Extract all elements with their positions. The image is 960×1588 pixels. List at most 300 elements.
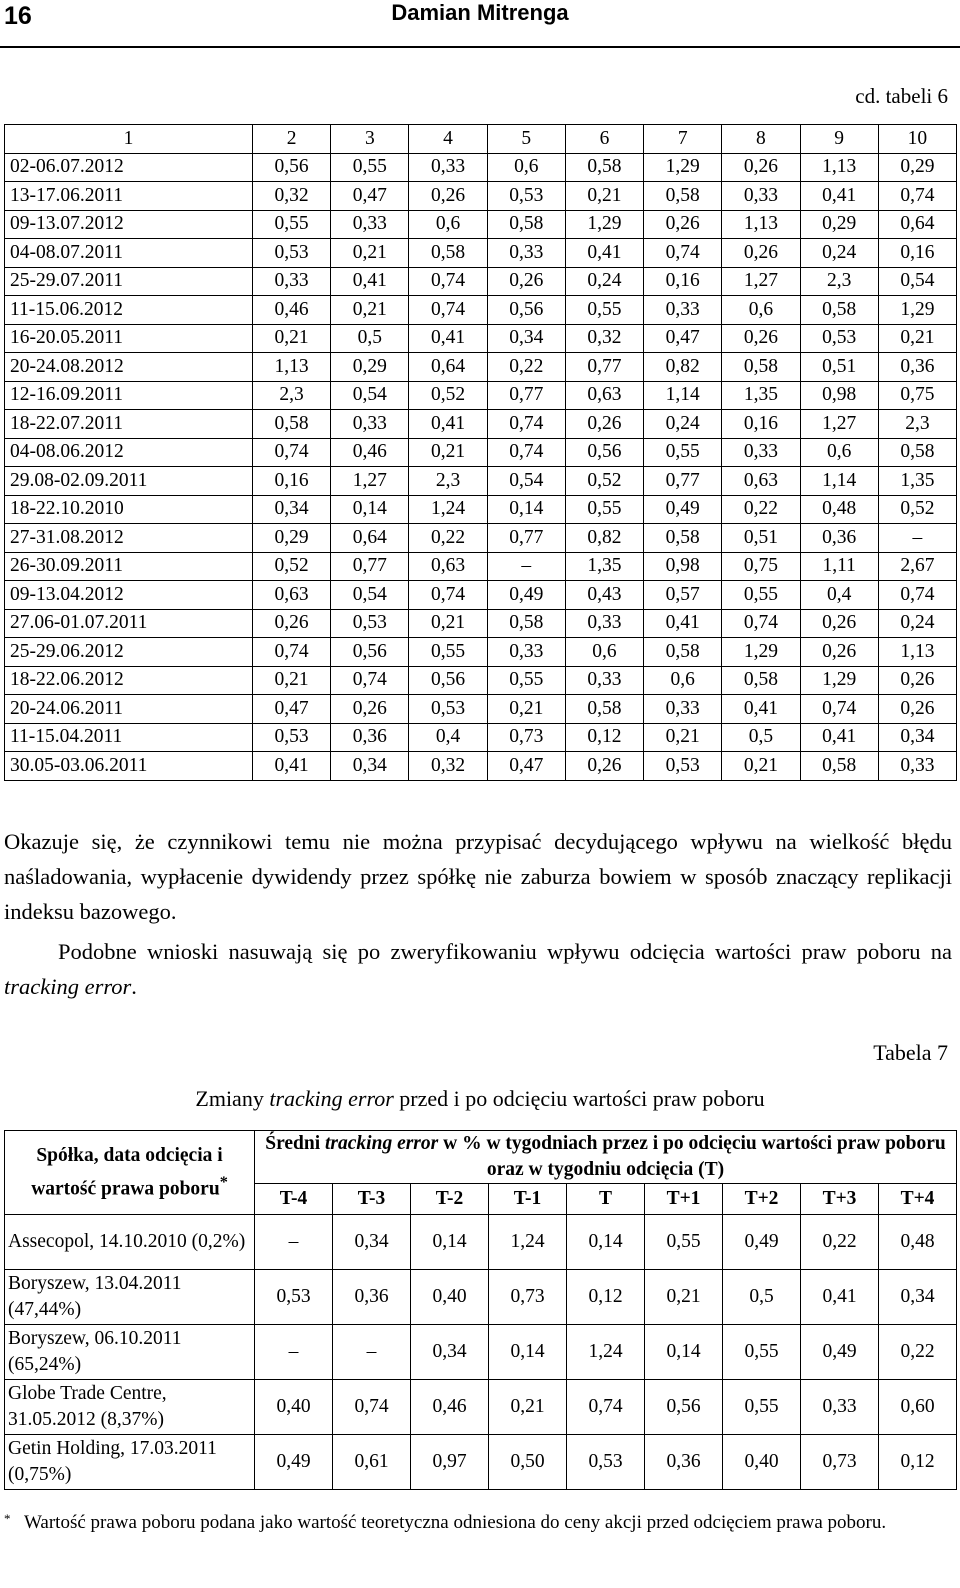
table6-value-cell: 0,48 bbox=[800, 495, 878, 524]
table6-value-cell: 0,58 bbox=[878, 438, 956, 467]
table6-value-cell: 0,26 bbox=[800, 638, 878, 667]
table6-date-cell: 18-22.07.2011 bbox=[5, 410, 253, 439]
table7-label: Tabela 7 bbox=[873, 1040, 948, 1065]
table6-value-cell: 0,21 bbox=[253, 666, 331, 695]
table6-value-cell: 0,33 bbox=[565, 609, 643, 638]
table7-value-cell: 0,97 bbox=[411, 1435, 489, 1490]
table6-column-header: 5 bbox=[487, 125, 565, 154]
table6-value-cell: 0,33 bbox=[409, 153, 487, 182]
table6-value-cell: 0,29 bbox=[331, 353, 409, 382]
table6-value-cell: 2,67 bbox=[878, 552, 956, 581]
table6-date-cell: 04-08.06.2012 bbox=[5, 438, 253, 467]
table6-value-cell: 0,24 bbox=[644, 410, 722, 439]
table6-value-cell: 1,35 bbox=[565, 552, 643, 581]
table6-row bbox=[5, 182, 957, 211]
table6-value-cell: 0,41 bbox=[253, 752, 331, 781]
table7-week-header: T-1 bbox=[489, 1184, 567, 1215]
table6-column-header: 9 bbox=[800, 125, 878, 154]
table6-value-cell: 0,58 bbox=[800, 752, 878, 781]
table6-value-cell: 0,77 bbox=[487, 381, 565, 410]
table6-row bbox=[5, 267, 957, 296]
table6-row bbox=[5, 666, 957, 695]
table6-value-cell: 1,11 bbox=[800, 552, 878, 581]
table6-value-cell: 0,56 bbox=[409, 666, 487, 695]
table6-value-cell: 0,54 bbox=[487, 467, 565, 496]
table6-value-cell: 0,64 bbox=[409, 353, 487, 382]
table6-value-cell: 0,57 bbox=[644, 581, 722, 610]
table6-value-cell: 0,54 bbox=[331, 381, 409, 410]
table7-value-cell: 0,49 bbox=[723, 1215, 801, 1270]
table6-value-cell: 1,13 bbox=[253, 353, 331, 382]
table7-value-cell: 0,50 bbox=[489, 1435, 567, 1490]
table7-caption bbox=[0, 1086, 960, 1112]
table6-value-cell: 0,58 bbox=[487, 210, 565, 239]
table7-value-cell: 1,24 bbox=[567, 1325, 645, 1380]
table7-value-cell: 0,40 bbox=[255, 1380, 333, 1435]
table6-value-cell: 0,77 bbox=[644, 467, 722, 496]
table6-date-cell: 20-24.06.2011 bbox=[5, 695, 253, 724]
table7-value-cell: 0,36 bbox=[645, 1435, 723, 1490]
table6-date-cell: 02-06.07.2012 bbox=[5, 153, 253, 182]
table6-value-cell: 1,27 bbox=[331, 467, 409, 496]
table7-value-cell: 0,41 bbox=[801, 1270, 879, 1325]
table6-column-header: 6 bbox=[565, 125, 643, 154]
table7-value-cell: 0,61 bbox=[333, 1435, 411, 1490]
table6-row bbox=[5, 353, 957, 382]
table6-value-cell: 0,77 bbox=[331, 552, 409, 581]
table6 bbox=[4, 124, 957, 781]
table6-value-cell: 0,34 bbox=[331, 752, 409, 781]
table6-value-cell: 0,26 bbox=[878, 695, 956, 724]
table7-week-header: T-2 bbox=[411, 1184, 489, 1215]
table6-value-cell: 0,21 bbox=[331, 239, 409, 268]
table6-value-cell: 0,82 bbox=[644, 353, 722, 382]
table6-row bbox=[5, 153, 957, 182]
table6-value-cell: 0,21 bbox=[409, 609, 487, 638]
table6-value-cell: 0,6 bbox=[565, 638, 643, 667]
table6-value-cell: 0,36 bbox=[878, 353, 956, 382]
table7-header-row bbox=[5, 1131, 957, 1184]
table7-value-cell: – bbox=[333, 1325, 411, 1380]
table6-continuation-label: cd. tabeli 6 bbox=[855, 84, 948, 108]
table6-value-cell: 0,63 bbox=[253, 581, 331, 610]
table6-date-cell: 26-30.09.2011 bbox=[5, 552, 253, 581]
table7-week-header: T-4 bbox=[255, 1184, 333, 1215]
table6-value-cell: 1,29 bbox=[722, 638, 800, 667]
table7-value-cell: 0,55 bbox=[723, 1380, 801, 1435]
table6-row bbox=[5, 609, 957, 638]
footnote-mark: * bbox=[4, 1511, 11, 1526]
table6-value-cell: 0,33 bbox=[644, 296, 722, 325]
table6-value-cell: 0,55 bbox=[253, 210, 331, 239]
table6-value-cell: 0,16 bbox=[722, 410, 800, 439]
table6-row bbox=[5, 296, 957, 325]
table6-date-cell: 18-22.10.2010 bbox=[5, 495, 253, 524]
table6-value-cell: 0,56 bbox=[331, 638, 409, 667]
table7-value-cell: 0,14 bbox=[489, 1325, 567, 1380]
table7-value-cell: 0,55 bbox=[645, 1215, 723, 1270]
table7-value-cell: 0,73 bbox=[489, 1270, 567, 1325]
table6-value-cell: 0,58 bbox=[253, 410, 331, 439]
table6-value-cell: 0,53 bbox=[253, 239, 331, 268]
table6-value-cell: 0,24 bbox=[800, 239, 878, 268]
table6-date-cell: 30.05-03.06.2011 bbox=[5, 752, 253, 781]
table6-row bbox=[5, 524, 957, 553]
table6-value-cell: 0,33 bbox=[331, 410, 409, 439]
table6-value-cell: 0,53 bbox=[644, 752, 722, 781]
table6-value-cell: 0,29 bbox=[253, 524, 331, 553]
table6-value-cell: 0,33 bbox=[878, 752, 956, 781]
table7-company-cell: Assecopol, 14.10.2010 (0,2%) bbox=[5, 1215, 255, 1270]
table7-company-header-text: Spółka, data odcięcia i wartość prawa poboru bbox=[31, 1144, 223, 1200]
table7-value-cell: 0,22 bbox=[879, 1325, 957, 1380]
table6-value-cell: 0,52 bbox=[409, 381, 487, 410]
table7-value-cell: 0,36 bbox=[333, 1270, 411, 1325]
table7-value-cell: 0,22 bbox=[801, 1215, 879, 1270]
table7-week-header: T+4 bbox=[879, 1184, 957, 1215]
table6-value-cell: 0,6 bbox=[644, 666, 722, 695]
table6-value-cell: 0,21 bbox=[331, 296, 409, 325]
table6-value-cell: 0,14 bbox=[331, 495, 409, 524]
table6-value-cell: 0,16 bbox=[644, 267, 722, 296]
table6-value-cell: 0,74 bbox=[644, 239, 722, 268]
table6-value-cell: 0,6 bbox=[409, 210, 487, 239]
table7-company-cell: Boryszew, 13.04.2011 (47,44%) bbox=[5, 1270, 255, 1325]
table6-value-cell: 0,55 bbox=[644, 438, 722, 467]
page-header bbox=[0, 0, 960, 48]
table6-value-cell: 0,49 bbox=[644, 495, 722, 524]
table6-value-cell: 2,3 bbox=[878, 410, 956, 439]
table6-value-cell: 0,14 bbox=[487, 495, 565, 524]
table6-value-cell: 0,53 bbox=[253, 723, 331, 752]
table7-value-cell: 0,34 bbox=[879, 1270, 957, 1325]
table6-date-cell: 25-29.07.2011 bbox=[5, 267, 253, 296]
table6-column-header: 3 bbox=[331, 125, 409, 154]
table6-value-cell: 0,55 bbox=[565, 495, 643, 524]
table6-value-cell: 0,32 bbox=[409, 752, 487, 781]
running-author: Damian Mitrenga bbox=[391, 0, 569, 25]
page-number: 16 bbox=[4, 2, 32, 30]
table6-value-cell: 0,21 bbox=[722, 752, 800, 781]
table7-value-cell: 0,21 bbox=[645, 1270, 723, 1325]
table7-value-cell: 0,60 bbox=[879, 1380, 957, 1435]
table6-value-cell: 0,5 bbox=[722, 723, 800, 752]
table6-value-cell: 0,74 bbox=[878, 581, 956, 610]
table6-value-cell: 1,13 bbox=[878, 638, 956, 667]
table7-row bbox=[5, 1270, 957, 1325]
table6-value-cell: 2,3 bbox=[409, 467, 487, 496]
table7-value-cell: 0,74 bbox=[567, 1380, 645, 1435]
table6-value-cell: 0,55 bbox=[409, 638, 487, 667]
table6-column-header: 4 bbox=[409, 125, 487, 154]
table6-column-header: 1 bbox=[5, 125, 253, 154]
table7-value-cell: 0,33 bbox=[801, 1380, 879, 1435]
table6-value-cell: 0,58 bbox=[722, 353, 800, 382]
table6-date-cell: 29.08-02.09.2011 bbox=[5, 467, 253, 496]
table6-value-cell: 0,6 bbox=[800, 438, 878, 467]
table7-value-cell: 0,49 bbox=[801, 1325, 879, 1380]
table6-value-cell: 0,33 bbox=[722, 182, 800, 211]
table7-value-cell: 0,74 bbox=[333, 1380, 411, 1435]
table6-value-cell: 0,74 bbox=[409, 296, 487, 325]
table7-value-cell: 0,53 bbox=[567, 1435, 645, 1490]
table6-value-cell: 0,33 bbox=[722, 438, 800, 467]
table6-date-cell: 13-17.06.2011 bbox=[5, 182, 253, 211]
table6-row bbox=[5, 752, 957, 781]
table7-value-cell: 1,24 bbox=[489, 1215, 567, 1270]
table7-value-cell: 0,40 bbox=[411, 1270, 489, 1325]
table6-value-cell: 0,21 bbox=[253, 324, 331, 353]
table6-value-cell: 0,41 bbox=[800, 182, 878, 211]
table7 bbox=[4, 1130, 957, 1490]
table6-value-cell: 1,35 bbox=[878, 467, 956, 496]
table6-row bbox=[5, 695, 957, 724]
table6-value-cell: 0,98 bbox=[644, 552, 722, 581]
table6-value-cell: 0,98 bbox=[800, 381, 878, 410]
table6-row bbox=[5, 552, 957, 581]
table6-value-cell: 0,34 bbox=[878, 723, 956, 752]
table6-value-cell: 0,33 bbox=[487, 638, 565, 667]
paragraph-2-end: . bbox=[131, 974, 137, 999]
table7-week-header: T-3 bbox=[333, 1184, 411, 1215]
table6-value-cell: 0,41 bbox=[800, 723, 878, 752]
table6-row bbox=[5, 410, 957, 439]
table6-value-cell: 0,63 bbox=[722, 467, 800, 496]
table6-value-cell: 0,64 bbox=[331, 524, 409, 553]
table6-value-cell: 0,55 bbox=[565, 296, 643, 325]
table7-week-header: T+3 bbox=[801, 1184, 879, 1215]
table6-value-cell: 0,41 bbox=[565, 239, 643, 268]
table6-value-cell: 0,47 bbox=[331, 182, 409, 211]
table6-value-cell: 1,35 bbox=[722, 381, 800, 410]
table6-row bbox=[5, 467, 957, 496]
table6-value-cell: 0,26 bbox=[722, 239, 800, 268]
table7-value-cell: 0,34 bbox=[411, 1325, 489, 1380]
table6-row bbox=[5, 723, 957, 752]
table6-value-cell: 0,58 bbox=[644, 524, 722, 553]
table6-value-cell: 0,55 bbox=[487, 666, 565, 695]
paragraph-2-text: Podobne wnioski nasuwają się po zweryfikowaniu wpływu odcięcia wartości praw poboru na bbox=[58, 939, 952, 964]
table7-value-cell: 0,14 bbox=[645, 1325, 723, 1380]
table7-value-cell: 0,14 bbox=[411, 1215, 489, 1270]
table6-value-cell: – bbox=[487, 552, 565, 581]
table6-value-cell: 0,4 bbox=[409, 723, 487, 752]
table6-value-cell: 0,82 bbox=[565, 524, 643, 553]
table6-value-cell: 0,56 bbox=[565, 438, 643, 467]
table6-value-cell: 0,58 bbox=[409, 239, 487, 268]
table6-value-cell: 0,26 bbox=[644, 210, 722, 239]
table6-value-cell: 0,53 bbox=[487, 182, 565, 211]
table6-value-cell: 0,21 bbox=[878, 324, 956, 353]
table6-value-cell: 0,58 bbox=[722, 666, 800, 695]
table6-value-cell: 0,5 bbox=[331, 324, 409, 353]
table6-value-cell: 0,22 bbox=[409, 524, 487, 553]
table6-value-cell: 0,41 bbox=[409, 324, 487, 353]
table6-value-cell: 0,74 bbox=[722, 609, 800, 638]
table6-value-cell: 0,51 bbox=[722, 524, 800, 553]
table6-value-cell: 0,32 bbox=[253, 182, 331, 211]
paragraph-1: Okazuje się, że czynnikowi temu nie można przypisać decydującego wpływu na wielkość błędu naśladowania, wypłacenie dywidendy przez spółkę nie zaburza bowiem w sposób znaczący replikacji indeksu bazowego. bbox=[4, 829, 952, 924]
table7-value-cell: 0,46 bbox=[411, 1380, 489, 1435]
table6-value-cell: 0,77 bbox=[565, 353, 643, 382]
table7-company-header bbox=[5, 1131, 255, 1215]
table6-value-cell: 0,33 bbox=[487, 239, 565, 268]
table6-value-cell: 0,47 bbox=[487, 752, 565, 781]
table6-value-cell: 0,75 bbox=[878, 381, 956, 410]
table6-value-cell: 0,74 bbox=[800, 695, 878, 724]
table6-value-cell: 0,34 bbox=[253, 495, 331, 524]
table6-row bbox=[5, 438, 957, 467]
table6-column-header: 7 bbox=[644, 125, 722, 154]
table6-value-cell: 0,36 bbox=[800, 524, 878, 553]
table6-value-cell: 1,29 bbox=[565, 210, 643, 239]
table7-value-cell: 0,49 bbox=[255, 1435, 333, 1490]
table6-value-cell: 0,54 bbox=[331, 581, 409, 610]
table7-value-cell: 0,56 bbox=[645, 1380, 723, 1435]
table7-value-cell: 0,40 bbox=[723, 1435, 801, 1490]
table6-value-cell: 0,16 bbox=[878, 239, 956, 268]
table6-date-cell: 16-20.05.2011 bbox=[5, 324, 253, 353]
table7-caption-term: tracking error bbox=[269, 1086, 394, 1111]
table7-row bbox=[5, 1325, 957, 1380]
table6-row bbox=[5, 581, 957, 610]
table6-date-cell: 09-13.04.2012 bbox=[5, 581, 253, 610]
table6-value-cell: 0,21 bbox=[409, 438, 487, 467]
table6-value-cell: 0,49 bbox=[487, 581, 565, 610]
table7-value-cell: 0,12 bbox=[879, 1435, 957, 1490]
table6-value-cell: 1,27 bbox=[800, 410, 878, 439]
table6-value-cell: 0,24 bbox=[565, 267, 643, 296]
table6-value-cell: 1,14 bbox=[800, 467, 878, 496]
table6-value-cell: 0,43 bbox=[565, 581, 643, 610]
table7-value-cell: 0,48 bbox=[879, 1215, 957, 1270]
table6-value-cell: 0,74 bbox=[487, 438, 565, 467]
table6-value-cell: 0,26 bbox=[878, 666, 956, 695]
table7-company-cell: Globe Trade Centre, 31.05.2012 (8,37%) bbox=[5, 1380, 255, 1435]
table7-body bbox=[5, 1131, 957, 1490]
table6-value-cell: 0,52 bbox=[878, 495, 956, 524]
table6-value-cell: 0,26 bbox=[331, 695, 409, 724]
table7-main-header bbox=[255, 1131, 957, 1184]
table6-value-cell: 0,53 bbox=[331, 609, 409, 638]
table6-value-cell: 0,41 bbox=[331, 267, 409, 296]
table6-value-cell: 0,63 bbox=[409, 552, 487, 581]
table6-date-cell: 27.06-01.07.2011 bbox=[5, 609, 253, 638]
table7-value-cell: 0,55 bbox=[723, 1325, 801, 1380]
table6-value-cell: 1,29 bbox=[644, 153, 722, 182]
table6-row bbox=[5, 495, 957, 524]
table6-value-cell: 0,53 bbox=[409, 695, 487, 724]
table6-body bbox=[5, 125, 957, 781]
table6-value-cell: 0,41 bbox=[722, 695, 800, 724]
table7-week-header: T+1 bbox=[645, 1184, 723, 1215]
table6-value-cell: 0,26 bbox=[409, 182, 487, 211]
table6-value-cell: 0,56 bbox=[253, 153, 331, 182]
table6-value-cell: 0,64 bbox=[878, 210, 956, 239]
table7-row bbox=[5, 1380, 957, 1435]
table6-value-cell: 1,24 bbox=[409, 495, 487, 524]
table6-value-cell: 0,21 bbox=[487, 695, 565, 724]
table6-value-cell: 0,26 bbox=[565, 410, 643, 439]
table6-row bbox=[5, 381, 957, 410]
table6-value-cell: 0,26 bbox=[253, 609, 331, 638]
table6-value-cell: 0,53 bbox=[800, 324, 878, 353]
table6-value-cell: 0,29 bbox=[800, 210, 878, 239]
table7-company-cell: Boryszew, 06.10.2011 (65,24%) bbox=[5, 1325, 255, 1380]
table6-value-cell: 0,6 bbox=[722, 296, 800, 325]
table7-value-cell: 0,53 bbox=[255, 1270, 333, 1325]
table6-value-cell: 0,52 bbox=[253, 552, 331, 581]
table6-value-cell: 0,34 bbox=[487, 324, 565, 353]
table6-value-cell: 0,21 bbox=[644, 723, 722, 752]
table6-column-header: 10 bbox=[878, 125, 956, 154]
table6-value-cell: 0,21 bbox=[565, 182, 643, 211]
table7-value-cell: 0,5 bbox=[723, 1270, 801, 1325]
table6-value-cell: 0,26 bbox=[487, 267, 565, 296]
table6-value-cell: 0,26 bbox=[722, 153, 800, 182]
table6-value-cell: 0,54 bbox=[878, 267, 956, 296]
table6-value-cell: 0,26 bbox=[565, 752, 643, 781]
table7-value-cell: 0,21 bbox=[489, 1380, 567, 1435]
table6-value-cell: 2,3 bbox=[800, 267, 878, 296]
table6-value-cell: 0,51 bbox=[800, 353, 878, 382]
table7-value-cell: 0,12 bbox=[567, 1270, 645, 1325]
table6-value-cell: 0,16 bbox=[253, 467, 331, 496]
footnote-text: Wartość prawa poboru podana jako wartość teoretyczna odniesiona do ceny akcji przed odcięciem prawa poboru. bbox=[24, 1512, 887, 1533]
table6-value-cell: 1,14 bbox=[644, 381, 722, 410]
table6-value-cell: 2,3 bbox=[253, 381, 331, 410]
table6-row bbox=[5, 210, 957, 239]
table6-date-cell: 12-16.09.2011 bbox=[5, 381, 253, 410]
table7-value-cell: 0,73 bbox=[801, 1435, 879, 1490]
table6-date-cell: 20-24.08.2012 bbox=[5, 353, 253, 382]
table6-value-cell: 1,13 bbox=[800, 153, 878, 182]
table6-value-cell: – bbox=[878, 524, 956, 553]
table6-value-cell: 0,63 bbox=[565, 381, 643, 410]
table6-value-cell: 0,56 bbox=[487, 296, 565, 325]
table6-date-cell: 25-29.06.2012 bbox=[5, 638, 253, 667]
table6-value-cell: 0,55 bbox=[722, 581, 800, 610]
table6-value-cell: 0,6 bbox=[487, 153, 565, 182]
table6-value-cell: 0,32 bbox=[565, 324, 643, 353]
table7-value-cell: – bbox=[255, 1215, 333, 1270]
table6-value-cell: 1,13 bbox=[722, 210, 800, 239]
paragraph-2-term: tracking error bbox=[4, 974, 132, 999]
table7-company-header-mark: * bbox=[219, 1172, 228, 1191]
table6-column-header: 2 bbox=[253, 125, 331, 154]
table6-value-cell: 0,58 bbox=[644, 182, 722, 211]
table6-value-cell: 0,33 bbox=[331, 210, 409, 239]
table6-value-cell: 1,27 bbox=[722, 267, 800, 296]
table6-value-cell: 0,22 bbox=[722, 495, 800, 524]
table6-header-row bbox=[5, 125, 957, 154]
table6-value-cell: 1,29 bbox=[878, 296, 956, 325]
table6-value-cell: 0,58 bbox=[487, 609, 565, 638]
table6-value-cell: 0,74 bbox=[253, 638, 331, 667]
table7-value-cell: – bbox=[255, 1325, 333, 1380]
table6-value-cell: 0,12 bbox=[565, 723, 643, 752]
table6-value-cell: 1,29 bbox=[800, 666, 878, 695]
table6-value-cell: 0,73 bbox=[487, 723, 565, 752]
table6-value-cell: 0,22 bbox=[487, 353, 565, 382]
table6-value-cell: 0,46 bbox=[331, 438, 409, 467]
table7-week-header: T bbox=[567, 1184, 645, 1215]
table7-main-header-post: w % w tygodniach przez i po odcięciu wartości praw poboru oraz w tygodniu odcięcia (T) bbox=[438, 1133, 946, 1180]
table6-value-cell: 0,33 bbox=[253, 267, 331, 296]
table6-value-cell: 0,74 bbox=[253, 438, 331, 467]
table6-value-cell: 0,41 bbox=[409, 410, 487, 439]
table6-value-cell: 0,75 bbox=[722, 552, 800, 581]
